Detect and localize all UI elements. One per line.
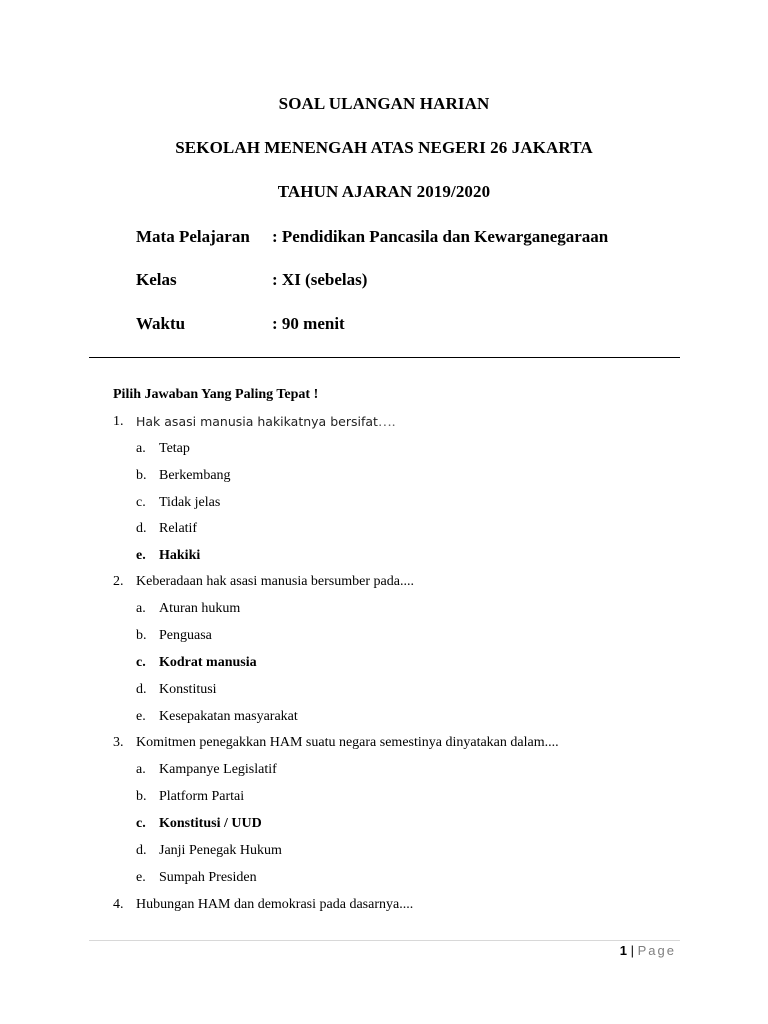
instruction-text: Pilih Jawaban Yang Paling Tepat ! bbox=[113, 387, 319, 402]
option-text: Berkembang bbox=[159, 468, 231, 483]
page-number: 1 bbox=[619, 943, 628, 958]
question-number: 2. bbox=[113, 574, 124, 589]
option-text: Kampanye Legislatif bbox=[159, 762, 277, 777]
option-text: Konstitusi bbox=[159, 682, 217, 697]
option-letter: c. bbox=[136, 816, 146, 831]
question-text bbox=[136, 414, 395, 431]
header-divider bbox=[89, 357, 680, 358]
question-number: 3. bbox=[113, 735, 124, 750]
option-letter: b. bbox=[136, 468, 147, 483]
footer-divider bbox=[89, 940, 680, 941]
subject-label: Mata Pelajaran bbox=[136, 227, 250, 246]
option-text: Sumpah Presiden bbox=[159, 870, 257, 885]
question-number: 1. bbox=[113, 414, 124, 429]
option-text: Tetap bbox=[159, 441, 190, 456]
question-number: 4. bbox=[113, 897, 124, 912]
time-label: Waktu bbox=[136, 314, 186, 333]
option-letter: e. bbox=[136, 548, 146, 563]
question-text: Komitmen penegakkan HAM suatu negara semestinya dinyatakan dalam.... bbox=[136, 735, 559, 750]
subject-value: : Pendidikan Pancasila dan Kewarganegaraan bbox=[272, 227, 609, 246]
question-text-ellipsis: …. bbox=[377, 415, 396, 430]
option-text: Kodrat manusia bbox=[159, 655, 257, 670]
page-word: Page bbox=[637, 943, 676, 958]
option-letter: d. bbox=[136, 521, 147, 536]
question-text: Keberadaan hak asasi manusia bersumber pada.... bbox=[136, 574, 414, 589]
option-text: Aturan hukum bbox=[159, 601, 241, 616]
option-text: Janji Penegak Hukum bbox=[159, 843, 282, 858]
page-footer bbox=[620, 943, 676, 958]
question-text: Hubungan HAM dan demokrasi pada dasarnya.... bbox=[136, 897, 414, 912]
option-text: Kesepakatan masyarakat bbox=[159, 709, 298, 724]
option-letter: a. bbox=[136, 762, 146, 777]
option-letter: d. bbox=[136, 843, 147, 858]
option-text: Tidak jelas bbox=[159, 495, 221, 510]
option-text: Penguasa bbox=[159, 628, 212, 643]
class-label: Kelas bbox=[136, 270, 177, 289]
question-text-main: Hak asasi manusia hakikatnya bersifat bbox=[136, 414, 378, 429]
option-letter: c. bbox=[136, 655, 146, 670]
time-value: : 90 menit bbox=[272, 314, 345, 333]
option-letter: b. bbox=[136, 789, 147, 804]
option-letter: d. bbox=[136, 682, 147, 697]
option-letter: b. bbox=[136, 628, 147, 643]
page-separator: | bbox=[627, 943, 638, 958]
option-text: Relatif bbox=[159, 521, 198, 536]
school-name: SEKOLAH MENENGAH ATAS NEGERI 26 JAKARTA bbox=[175, 138, 593, 157]
class-value: : XI (sebelas) bbox=[272, 270, 368, 289]
option-text: Hakiki bbox=[159, 548, 201, 563]
option-letter: e. bbox=[136, 709, 146, 724]
document-title: SOAL ULANGAN HARIAN bbox=[278, 94, 490, 113]
academic-year: TAHUN AJARAN 2019/2020 bbox=[277, 182, 491, 201]
option-letter: e. bbox=[136, 870, 146, 885]
option-text: Konstitusi / UUD bbox=[159, 816, 262, 831]
option-text: Platform Partai bbox=[159, 789, 245, 804]
option-letter: a. bbox=[136, 441, 146, 456]
option-letter: a. bbox=[136, 601, 146, 616]
option-letter: c. bbox=[136, 495, 146, 510]
